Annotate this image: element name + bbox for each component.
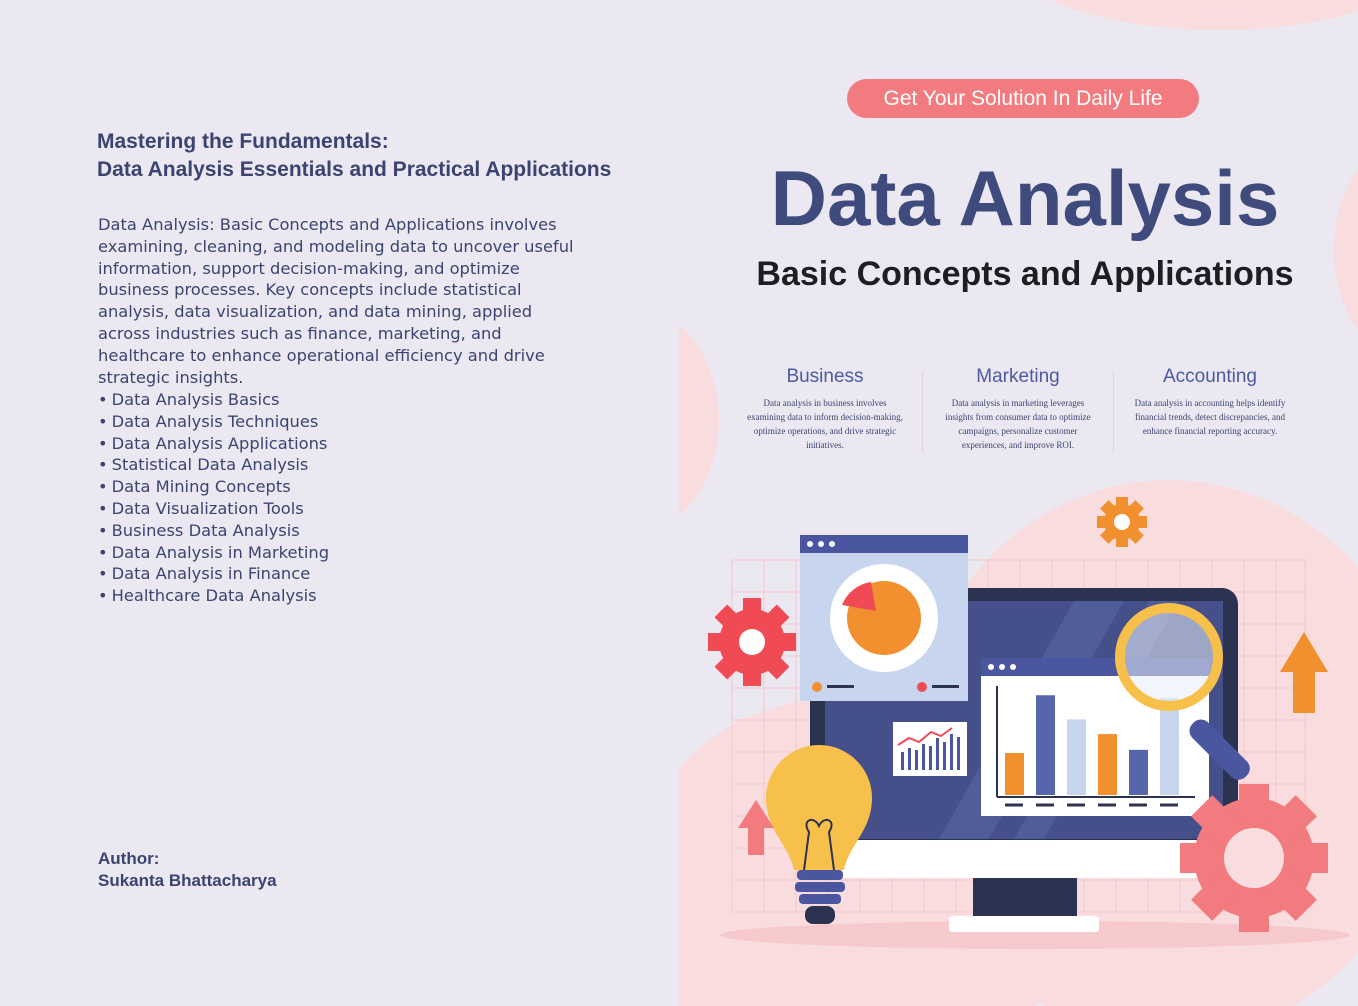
bar [1005, 753, 1024, 795]
back-cover-title-line2: Data Analysis Essentials and Practical Applications [97, 158, 612, 181]
back-cover-description: Data Analysis: Basic Concepts and Applications involves examining, cleaning, and modeling data to uncover useful information, support decision-making, and optimize business processes. Key concepts include statistical analysis, data visualization, and data mining, applied across industries such as finance, marketing, and healthcare to enhance operational efficiency and drive strategic insights. [98, 215, 574, 387]
author-block [98, 848, 277, 892]
topic-item: • Data Mining Concepts [98, 477, 291, 497]
author-name: Sukanta Bhattacharya [98, 871, 277, 890]
category-text: Data analysis in accounting helps identify financial trends, detect discrepancies, and enhance financial reporting accuracy. [1134, 398, 1286, 436]
topic-item: • Data Analysis in Marketing [98, 542, 330, 562]
front-cover [679, 0, 1358, 1006]
gear-icon [1180, 784, 1328, 932]
pie-chart-window-icon [800, 535, 968, 701]
topic-item: • Healthcare Data Analysis [98, 586, 317, 606]
gear-icon [1097, 497, 1147, 547]
topic-item: • Data Analysis Techniques [98, 411, 319, 431]
category-text: Data analysis in marketing leverages insights from consumer data to optimize campaigns, personalize customer experiences, and improve ROI. [945, 398, 1091, 450]
gear-icon [708, 598, 796, 686]
bar [1036, 695, 1055, 795]
book-subtitle: Basic Concepts and Applications [756, 255, 1294, 293]
category-heading: Business [786, 366, 864, 387]
bar [1067, 719, 1086, 795]
tagline-badge: Get Your Solution In Daily Life [847, 79, 1199, 118]
topic-item: • Data Visualization Tools [98, 498, 304, 518]
bar [1129, 750, 1148, 795]
up-arrow-icon [1280, 632, 1328, 713]
bar [1160, 698, 1179, 795]
line-chart-card-icon [893, 722, 967, 776]
topic-list [98, 389, 329, 607]
topic-item: • Business Data Analysis [98, 520, 300, 540]
back-cover-title-line1: Mastering the Fundamentals: [97, 130, 389, 153]
back-cover-title [97, 128, 611, 184]
topic-item: • Data Analysis Basics [98, 390, 280, 409]
book-title: Data Analysis [770, 154, 1280, 242]
author-label: Author: [98, 849, 160, 868]
category-heading: Marketing [976, 366, 1060, 387]
bar [1098, 734, 1117, 795]
category-text: Data analysis in business involves examining data to inform decision-making, optimize operations, and drive strategic initiatives. [747, 398, 903, 450]
topic-item: • Statistical Data Analysis [98, 455, 309, 475]
topic-item: • Data Analysis in Finance [98, 564, 311, 584]
category-heading: Accounting [1162, 366, 1257, 387]
data-analysis-illustration [679, 0, 1358, 1006]
topic-item: • Data Analysis Applications [98, 433, 328, 453]
light-bulb-icon [766, 745, 872, 924]
